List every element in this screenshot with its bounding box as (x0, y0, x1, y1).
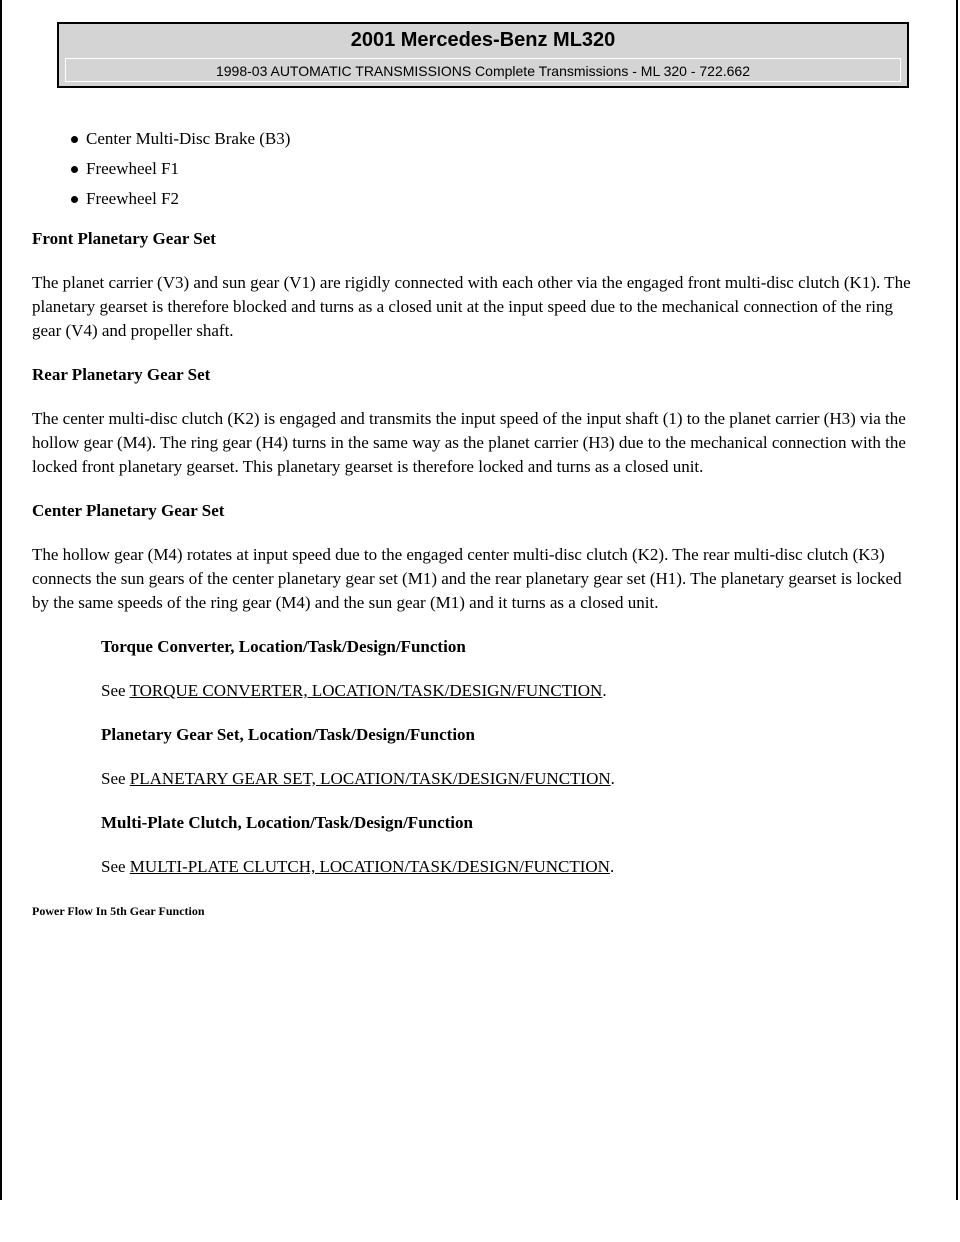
bullet-icon (71, 166, 78, 173)
document-body (32, 127, 922, 923)
header-subtitle-box (65, 58, 901, 82)
reference-heading-torque-converter: Torque Converter, Location/Task/Design/Function (101, 637, 466, 656)
section-heading-center: Center Planetary Gear Set (32, 501, 225, 520)
section-heading-front: Front Planetary Gear Set (32, 229, 216, 248)
reference-block (101, 635, 922, 879)
reference-line-planetary-gear-set: See PLANETARY GEAR SET, LOCATION/TASK/DESIGN/FUNCTION. (101, 769, 615, 788)
component-list (32, 127, 922, 217)
header-subtitle: 1998-03 AUTOMATIC TRANSMISSIONS Complete Transmissions - ML 320 - 722.662 (215, 63, 751, 79)
header-title: 2001 Mercedes-Benz ML320 (350, 29, 616, 51)
section-text-front: The planet carrier (V3) and sun gear (V1) are rigidly connected with each other via the engaged front multi-disc clutch (K1). The planetary gearset is therefore blocked and turns as a closed unit at the input speed due to the mechanical connection of the ring gear (V4) and propeller shaft. (32, 273, 911, 340)
torque-converter-link[interactable]: TORQUE CONVERTER, LOCATION/TASK/DESIGN/FUNCTION (129, 681, 603, 700)
reference-line-torque-converter: See TORQUE CONVERTER, LOCATION/TASK/DESIGN/FUNCTION. (101, 681, 607, 700)
figure-caption: Power Flow In 5th Gear Function (32, 904, 205, 918)
list-item: Center Multi-Disc Brake (B3) (32, 127, 922, 157)
reference-line-multi-plate-clutch: See MULTI-PLATE CLUTCH, LOCATION/TASK/DESIGN/FUNCTION. (101, 857, 615, 876)
reference-heading-multi-plate-clutch: Multi-Plate Clutch, Location/Task/Design/Function (101, 813, 473, 832)
bullet-icon (71, 136, 78, 143)
list-item: Freewheel F1 (32, 157, 922, 187)
section-text-center: The hollow gear (M4) rotates at input speed due to the engaged center multi-disc clutch (K2). The rear multi-disc clutch (K3) connects the sun gears of the center planetary gear set (M1) and the rear planetary gear set (H1). The planetary gearset is locked by the same speeds of the ring gear (M4) and the sun gear (M1) and it turns as a closed unit. (32, 545, 902, 612)
reference-heading-planetary-gear-set: Planetary Gear Set, Location/Task/Design/Function (101, 725, 476, 744)
list-item: Freewheel F2 (32, 187, 922, 217)
section-heading-rear: Rear Planetary Gear Set (32, 365, 211, 384)
page-frame-left (0, 0, 2, 1200)
multi-plate-clutch-link[interactable]: MULTI-PLATE CLUTCH, LOCATION/TASK/DESIGN/FUNCTION (129, 857, 610, 876)
document-header (57, 22, 909, 88)
bullet-icon (71, 196, 78, 203)
page-frame-right (956, 0, 958, 1200)
planetary-gear-set-link[interactable]: PLANETARY GEAR SET, LOCATION/TASK/DESIGN/FUNCTION (129, 769, 611, 788)
section-text-rear: The center multi-disc clutch (K2) is engaged and transmits the input speed of the input shaft (1) to the planet carrier (H3) via the hollow gear (M4). The ring gear (H4) turns in the same way as the planet carrier (H3) due to the mechanical connection with the locked front planetary gearset. This planetary gearset is therefore locked and turns as a closed unit. (32, 409, 906, 476)
